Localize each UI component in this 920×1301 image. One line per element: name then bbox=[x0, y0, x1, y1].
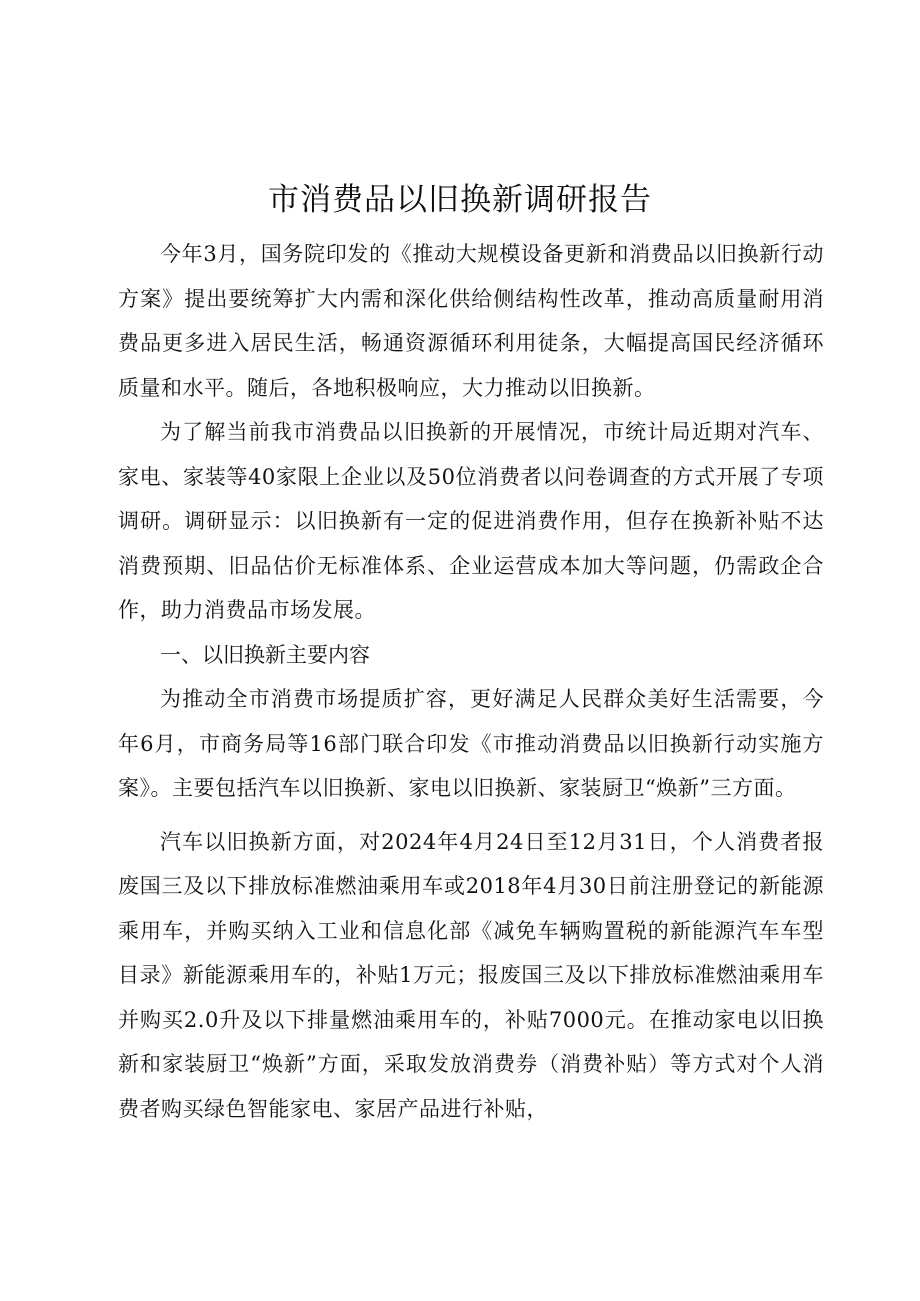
intro-paragraph-1: 今年3月，国务院印发的《推动大规模设备更新和消费品以旧换新行动方案》提出要统筹扩大内需和深化供给侧结构性改革，推动高质量耐用消费品更多进入居民生活，畅通资源循环利用徒条，大幅提高国民经济循环质量和水平。随后，各地积极响应，大力推动以旧换新。 bbox=[118, 242, 824, 400]
section-heading: 一、以旧换新主要内容 bbox=[160, 642, 370, 667]
intro-paragraph-2: 为了解当前我市消费品以旧换新的开展情况，市统计局近期对汽车、家电、家装等40家限上企业以及50位消费者以问卷调查的方式开展了专项调研。调研显示：以旧换新有一定的促进消费作用，但存在换新补贴不达消费预期、旧品估价无标准体系、企业运营成本加大等问题，仍需政企合作，助力消费品市场发展。 bbox=[118, 420, 824, 622]
paragraph-spacer bbox=[118, 811, 824, 820]
document-body bbox=[118, 232, 824, 1131]
section-paragraph-1: 为推动全市消费市场提质扩容，更好满足人民群众美好生活需要，今年6月，市商务局等16部门联合印发《市推动消费品以旧换新行动实施方案》。主要包括汽车以旧换新、家电以旧换新、家装厨卫“焕新”三方面。 bbox=[118, 687, 824, 800]
document-title: 市消费品以旧换新调研报告 bbox=[268, 182, 652, 218]
section-paragraph-2: 汽车以旧换新方面，对2024年4月24日至12月31日，个人消费者报废国三及以下排放标准燃油乘用车或2018年4月30日前注册登记的新能源乘用车，并购买纳入工业和信息化部《减免车辆购置税的新能源汽车车型目录》新能源乘用车的，补贴1万元；报废国三及以下排放标准燃油乘用车并购买2.0升及以下排量燃油乘用车的，补贴7000元。在推动家电以旧换新和家装厨卫“焕新”方面，采取发放消费券（消费补贴）等方式对个人消费者购买绿色智能家电、家居产品进行补贴， bbox=[118, 829, 824, 1121]
